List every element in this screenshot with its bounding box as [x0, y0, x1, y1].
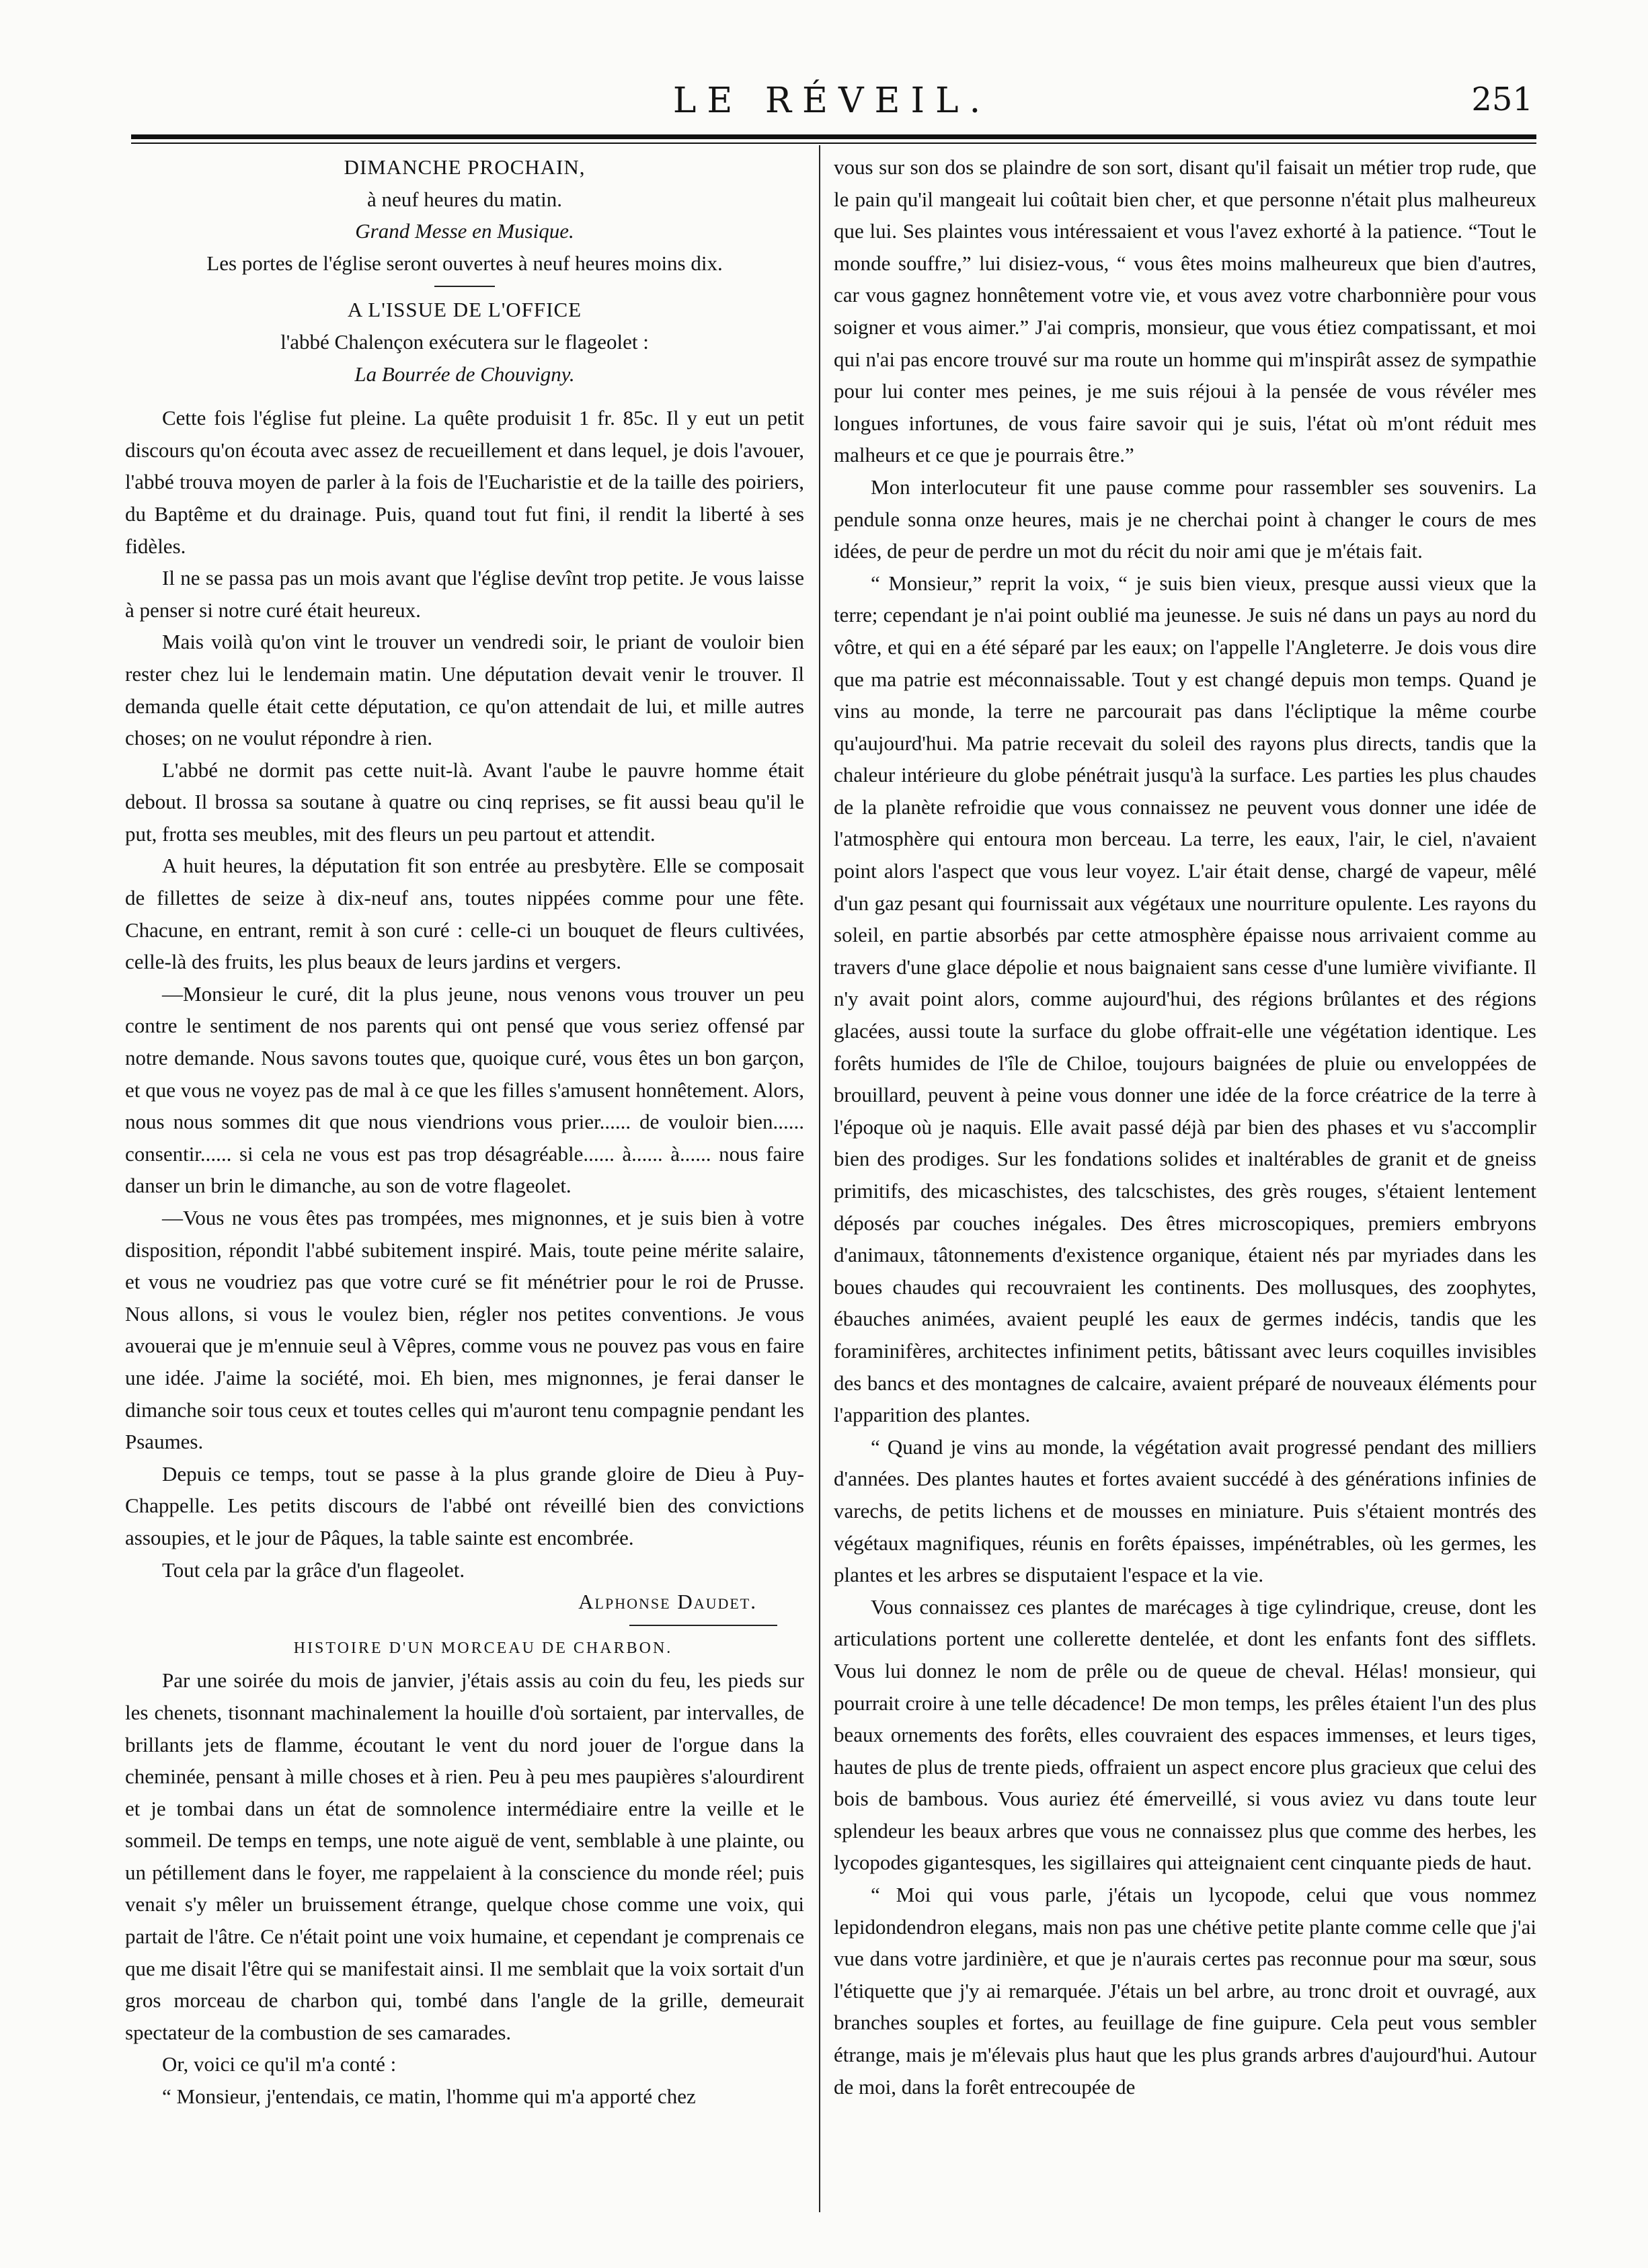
notice-rule — [434, 286, 495, 287]
left-column — [125, 151, 804, 2113]
story-paragraph: Par une soirée du mois de janvier, j'étais assis au coin du feu, les pieds sur les chenets, tisonnant machinalement la houille d'où sortaient, par intervalles, de brillants jets de flamme, écoutant le vent du nord jouer de l'orgue dans la cheminée, pensant à mille choses et à rien. Peu à peu mes paupières s'alourdirent et je tombai dans un état de somnolence intermédiaire entre la veille et le sommeil. De temps en temps, une note aiguë de vent, semblable à une plainte, ou un pétillement dans le foyer, me rappelaient à la conscience du monde réel; puis venait s'y mêler un bruissement étrange, quelque chose comme une voix, qui partait de l'âtre. Ce n'était point une voix humaine, et cependant je comprenais ce que me disait l'être qui se manifestait ainsi. Il me semblait que la voix sortait d'un gros morceau de charbon qui, tombé dans l'angle de la grille, demeurait spectateur de la combustion de ses camarades. — [125, 1668, 804, 2044]
masthead — [131, 74, 1533, 141]
story-paragraph: “ Monsieur, j'entendais, ce matin, l'homme qui m'a apporté chez — [162, 2084, 696, 2109]
story-paragraph: Mon interlocuteur fit une pause comme pour rassembler ses souvenirs. La pendule sonna onze heures, mais je ne cherchai point à changer le cours de mes idées, de peur de perdre un mot du récit du noir ami que je m'étais fait. — [834, 475, 1536, 563]
story-paragraph: vous sur son dos se plaindre de son sort, disant qu'il faisait un métier trop rude, que le pain qu'il mangeait lui coûtait bien cher, et que personne n'était plus malheureux que lui. Ses plaintes vous intéressaient et vous l'avez exhorté à la patience. “Tout le monde souffre,” lui disiez-vous, “ vous êtes moins malheureux que bien d'autres, car vous gagnez honnêtement votre vie, et vous avez votre charbonnière pour vous soigner et vous aimer.” J'ai compris, monsieur, que vous étiez compatissant, et moi qui n'ai pas encore trouvé sur ma route un homme qui m'inspirât assez de sympathie pour lui conter mes peines, je me suis réjoui à la pensée de vous révéler mes longues infortunes, de vous faire savoir qui je suis, l'état où m'ont réduit mes malheurs et ce que je pourrais être.” — [834, 155, 1536, 467]
paragraph: L'abbé ne dormit pas cette nuit-là. Avant l'aube le pauvre homme était debout. Il brossa sa soutane à quatre ou cinq reprises, se fit aussi beau qu'il le put, frotta ses meubles, mit des fleurs un peu partout et attendit. — [125, 758, 804, 846]
notice-line-5: A L'ISSUE DE L'OFFICE — [347, 298, 582, 322]
paragraph: Depuis ce temps, tout se passe à la plus grande gloire de Dieu à Puy-Chappelle. Les petits discours de l'abbé ont réveillé bien des convictions assoupies, et le jour de Pâques, la table sainte est encombrée. — [125, 1461, 804, 1549]
signature-rule — [629, 1625, 777, 1626]
notice-line-2: à neuf heures du matin. — [366, 187, 563, 211]
page-number: 251 — [1471, 81, 1533, 118]
story-paragraph: “ Monsieur,” reprit la voix, “ je suis bien vieux, presque aussi vieux que la terre; cependant je n'ai point oublié ma jeunesse. Je suis né dans un pays au nord du vôtre, et qui en a été séparé par les eaux; on l'appelle l'Angleterre. Je dois vous dire que ma patrie est méconnaissable. Tout y est changé depuis mon temps. Quand je vins au monde, la terre ne parcourait pas dans l'écliptique la même courbe qu'aujourd'hui. Ma patrie recevait du soleil des rayons plus directs, tandis que la chaleur intérieure du globe pénétrait jusqu'à la surface. Les parties les plus chaudes de la planète refroidie que vous connaissez ne peuvent vous donner une idée de l'atmosphère qui entoura mon berceau. La terre, les eaux, l'air, le ciel, n'avaient point alors l'aspect que vous leur voyez. L'air était dense, chargé de vapeur, mêlé d'un gaz pesant qui fournissait aux végétaux une nourriture opulente. Les rayons du soleil, en partie absorbés par cette atmosphère épaisse nous arrivaient comme au travers d'une glace dépolie et nous baignaient sans cesse d'une lumière vivifiante. Il n'y avait point alors, comme aujourd'hui, des régions brûlantes et des régions glacées, aussi toute la surface du globe offrait-elle une végétation identique. Les forêts humides de l'île de Chiloe, toujours baignées de pluie ou enveloppées de brouillard, peuvent à peine vous donner une idée de la force créatrice de la terre à l'époque où je naquis. Elle avait passé déjà par bien des phases et vu s'accomplir bien des prodiges. Sur les fondations solides et inaltérables de granit et de gneiss primitifs, des micaschistes, des talcschistes, des grès rouges, s'étaient lentement déposés par couches inégales. Des êtres microscopiques, premiers embryons d'animaux, tâtonnements d'existence organique, étaient nés par myriades dans les boues chaudes qui recouvraient les continents. Des mollusques, des zoophytes, ébauches animées, avaient peuplé les eaux de germes indécis, tandis que les foraminifères, architectes infiniment petits, bâtissant avec leurs coquilles invisibles des bancs et des montagnes de calcaire, avaient préparé de nouveaux éléments pour l'apparition des plantes. — [834, 571, 1536, 1427]
notice-line-6: l'abbé Chalençon exécutera sur le flageolet : — [280, 329, 649, 354]
notice-line-7: La Bourrée de Chouvigny. — [354, 362, 575, 386]
story-paragraph: “ Quand je vins au monde, la végétation avait progressé pendant des milliers d'années. Des plantes hautes et fortes avaient succédé à des générations infinies de varechs, de petits lichens et de mousses en miniature. Puis s'étaient montrés des végétaux magnifiques, réunis en forêts épaisses, impénétrables, où les germes, les plantes et les arbres se disputaient l'espace et la vie. — [834, 1434, 1536, 1587]
paragraph: A huit heures, la députation fit son entrée au presbytère. Elle se composait de fillettes de seize à dix-neuf ans, toutes nippées comme pour une fête. Chacune, en entrant, remit à son curé : celle-ci un bouquet de fleurs cultivées, celle-là des fruits, les plus beaux de leurs jardins et vergers. — [125, 854, 804, 974]
newspaper-title: LE RÉVEIL. — [672, 81, 992, 121]
mass-notice — [125, 151, 804, 390]
paragraph: Il ne se passa pas un mois avant que l'église devînt trop petite. Je vous laisse à penser si notre curé était heureux. — [125, 566, 804, 622]
notice-line-3: Grand Messe en Musique. — [355, 219, 574, 243]
story-paragraph: Or, voici ce qu'il m'a conté : — [162, 2052, 397, 2076]
story-paragraph: “ Moi qui vous parle, j'étais un lycopode, celui que vous nommez lepidondendron elegans, mais non pas une chétive petite plante comme celle que j'ai vue dans votre jardinière, et que je n'aurais certes pas reconnue pour ma sœur, sous l'étiquette que j'y ai remarquée. J'étais un bel arbre, au tronc droit et ouvragé, aux branches souples et fortes, au feuillage de fine guipure. Cela peut vous sembler étrange, mais je m'élevais plus haut que les plus grands arbres d'aujourd'hui. Autour de moi, dans la forêt entrecoupée de — [834, 1883, 1536, 2099]
paragraph: —Monsieur le curé, dit la plus jeune, nous venons vous trouver un peu contre le sentiment de nos parents qui ont pensé que vous seriez offensé par notre demande. Nous savons toutes que, quoique curé, vous êtes un bon garçon, et que vous ne voyez pas de mal à ce que les filles s'amusent honnêtement. Alors, nous nous sommes dit que nous viendrions vous prier...... de vouloir bien...... consentir...... si cela ne vous est pas trop désagréable...... à...... à...... nous faire danser un brin le dimanche, au son de votre flageolet. — [125, 981, 804, 1198]
paragraph: —Vous ne vous êtes pas trompées, mes mignonnes, et je suis bien à votre disposition, répondit l'abbé subitement inspiré. Mais, toute peine mérite salaire, et vous ne voudriez pas que votre curé se fit ménétrier pour le roi de Prusse. Nous allons, si vous le voulez bien, régler nos petites conventions. Je vous avouerai que je m'ennuie seul à Vêpres, comme vous ne pouvez pas vous en faire une idée. J'aime la société, moi. Eh bien, mes mignonnes, je ferai danser le dimanche soir tous ceux et toutes celles qui m'auront tenu compagnie pendant les Psaumes. — [125, 1206, 804, 1454]
right-column — [834, 151, 1536, 2103]
paragraph: Cette fois l'église fut pleine. La quête produisit 1 fr. 85c. Il y eut un petit discours qu'on écouta avec assez de recueillement et dans lequel, je dois l'avouer, l'abbé trouva moyen de parler à la fois de l'Eucharistie et de la taille des poiriers, du Baptême et du drainage. Puis, quand tout fut fini, il rendit la liberté à ses fidèles. — [125, 406, 804, 558]
paragraph: Mais voilà qu'on vint le trouver un vendredi soir, le priant de vouloir bien rester chez lui le lendemain matin. Une députation devait venir le trouver. Il demanda quelle était cette députation, ce qu'on attendait de lui, et mille autres choses; on ne voulut répondre à rien. — [125, 630, 804, 750]
story-paragraph: Vous connaissez ces plantes de marécages à tige cylindrique, creuse, dont les articulations portent une collerette dentelée, et dont les enfants font des sifflets. Vous lui donnez le nom de prêle ou de queue de cheval. Hélas! monsieur, qui pourrait croire à une telle décadence! De mon temps, les prêles étaient l'un des plus beaux ornements des forêts, elles couvraient des espaces immenses, et leurs tiges, hautes de plus de trente pieds, offraient un aspect encore plus gracieux que celui des bois de bambous. Vous auriez été émerveillé, si vous aviez vu dans toute leur splendeur les beaux arbres que vous ne connaissez plus que comme des herbes, les lycopodes gigantesques, les sigillaires qui atteignaient cent cinquante pieds de haut. — [834, 1594, 1536, 1875]
notice-line-4: Les portes de l'église seront ouvertes à neuf heures moins dix. — [206, 251, 723, 275]
story-title: HISTOIRE D'UN MORCEAU DE CHARBON. — [293, 1639, 673, 1657]
author-signature: Alphonse Daudet. — [578, 1590, 757, 1614]
header-rule-thin — [131, 143, 1536, 144]
column-divider — [819, 145, 820, 2212]
header-rule-thick — [131, 134, 1536, 139]
paragraph: Tout cela par la grâce d'un flageolet. — [162, 1557, 465, 1582]
notice-line-1: DIMANCHE PROCHAIN, — [344, 155, 586, 179]
